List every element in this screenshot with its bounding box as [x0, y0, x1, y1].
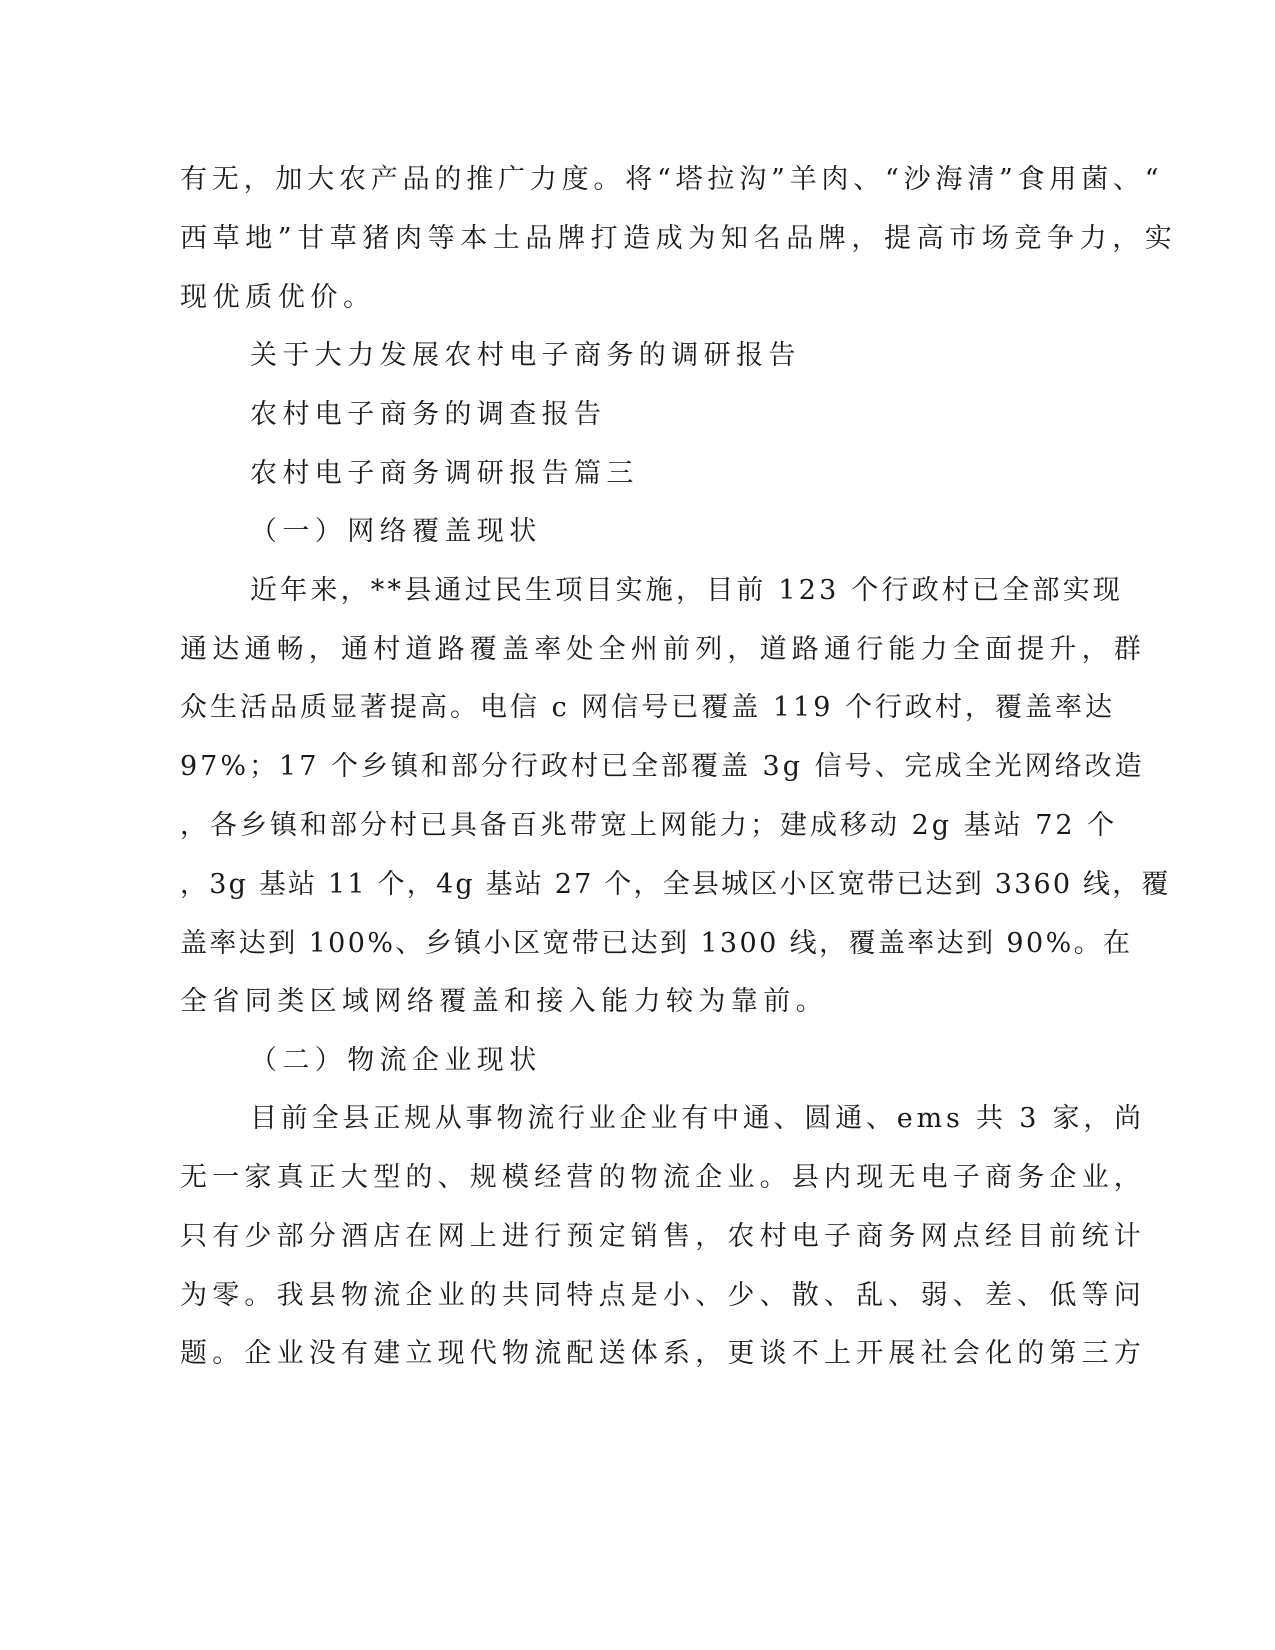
- paragraph-line: 众生活品质显著提高。电信 c 网信号已覆盖 119 个行政村，覆盖率达: [180, 692, 1115, 723]
- paragraph-line: 只有少部分酒店在网上进行预定销售，农村电子商务网点经目前统计: [180, 1221, 1146, 1252]
- paragraph-line: 西草地”甘草猪肉等本土品牌打造成为知名品牌，提高市场竞争力，实: [180, 223, 1178, 254]
- paragraph-line: 近年来，**县通过民生项目实施，目前 123 个行政村已全部实现: [250, 575, 1124, 606]
- paragraph-line: ，各乡镇和部分村已具备百兆带宽上网能力；建成移动 2g 基站 72 个: [180, 810, 1118, 841]
- section-heading: （二）物流企业现状: [250, 1045, 542, 1076]
- paragraph-line: ，3g 基站 11 个，4g 基站 27 个，全县城区小区宽带已达到 3360 线，覆: [180, 869, 1171, 900]
- paragraph-line: 目前全县正规从事物流行业企业有中通、圆通、ems 共 3 家，尚: [250, 1103, 1145, 1134]
- report-title: 农村电子商务的调查报告: [250, 399, 607, 430]
- report-title: 农村电子商务调研报告篇三: [250, 458, 639, 489]
- paragraph-line: 题。企业没有建立现代物流配送体系，更谈不上开展社会化的第三方: [180, 1338, 1146, 1369]
- paragraph-line: 97%；17 个乡镇和部分行政村已全部覆盖 3g 信号、完成全光网络改造: [180, 751, 1145, 782]
- paragraph-line: 无一家真正大型的、规模经营的物流企业。县内现无电子商务企业，: [180, 1162, 1146, 1193]
- paragraph-line: 通达通畅，通村道路覆盖率处全州前列，道路通行能力全面提升，群: [180, 634, 1146, 665]
- section-heading: （一）网络覆盖现状: [250, 516, 542, 547]
- paragraph-line: 现优质优价。: [180, 282, 376, 313]
- paragraph-line: 盖率达到 100%、乡镇小区宽带已达到 1300 线，覆盖率达到 90%。在: [180, 928, 1133, 959]
- paragraph-line: 全省同类区域网络覆盖和接入能力较为靠前。: [180, 986, 828, 1017]
- paragraph-line: 为零。我县物流企业的共同特点是小、少、散、乱、弱、差、低等问: [180, 1280, 1146, 1311]
- report-title: 关于大力发展农村电子商务的调研报告: [250, 340, 801, 371]
- paragraph-line: 有无，加大农产品的推广力度。将“塔拉沟”羊肉、“沙海清”食用菌、“: [180, 164, 1164, 195]
